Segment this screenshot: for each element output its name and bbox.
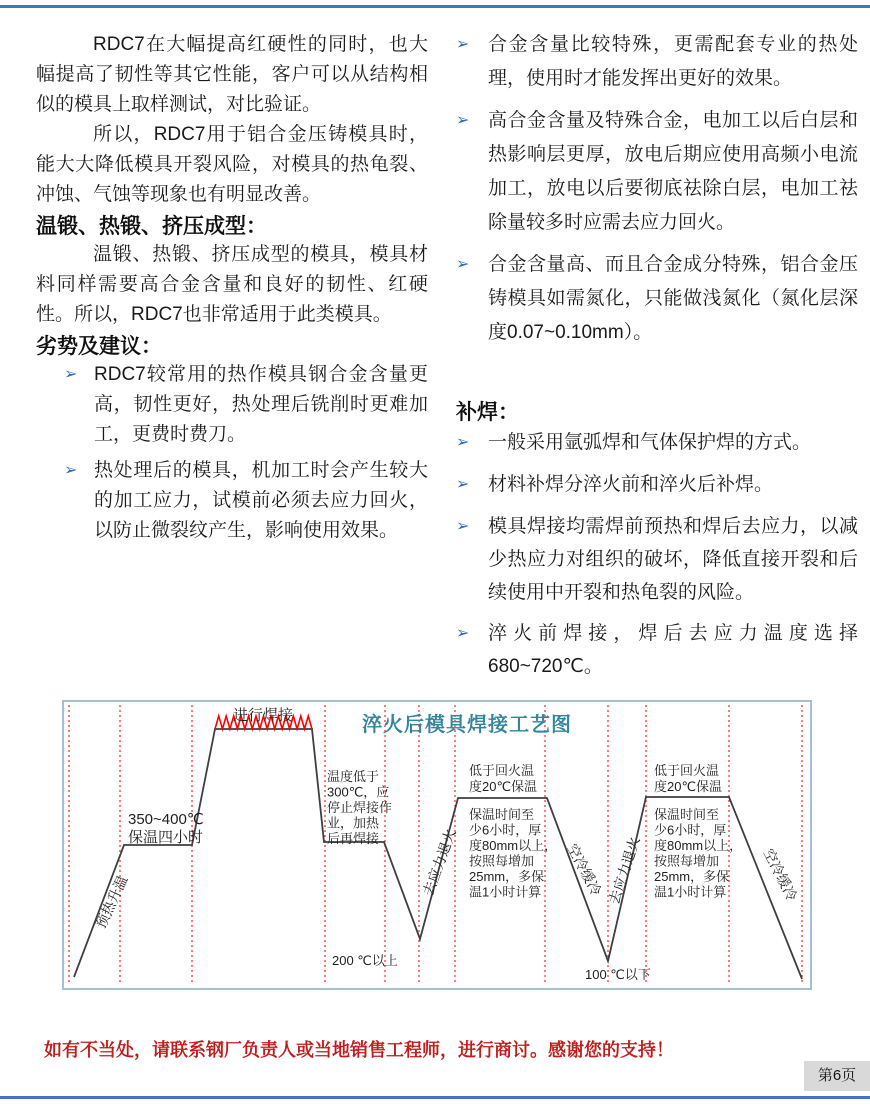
list-item bbox=[64, 456, 428, 546]
list-item bbox=[456, 617, 858, 683]
list-item-text: 淬火前焊接，焊后去应力温度选择680~720℃。 bbox=[488, 623, 858, 677]
list-item-text: 高合金含量及特殊合金，电加工以后白层和热影响层更厚，放电后期应使用高频小电流加工，放电以后要彻底祛除白层，电加工祛除量较多时应需去应力回火。 bbox=[488, 110, 858, 233]
arrow-bullet-icon: ➢ bbox=[456, 476, 470, 493]
list-item bbox=[456, 468, 858, 502]
left-column bbox=[36, 30, 428, 546]
list-item bbox=[456, 510, 858, 609]
chart-annotation: 空冷缓冷 bbox=[760, 846, 801, 904]
list-item bbox=[456, 426, 858, 460]
arrow-bullet-icon: ➢ bbox=[64, 462, 78, 479]
list-item-text: 模具焊接均需焊前预热和焊后去应力，以减少热应力对组织的破坏，降低直接开裂和后续使用中开裂和热龟裂的风险。 bbox=[488, 516, 858, 603]
chart-annotation: 去应力退火 bbox=[419, 826, 459, 898]
section-heading-disadvantages: 劣势及建议： bbox=[36, 335, 162, 358]
chart-annotation: 100 ℃以下 bbox=[585, 967, 651, 982]
footer-note: 如有不当处，请联系钢厂负责人或当地销售工程师，进行商讨。感谢您的支持！ bbox=[44, 1040, 674, 1060]
chart-annotation: 200 ℃以上 bbox=[332, 953, 398, 968]
top-rule bbox=[0, 5, 870, 8]
arrow-bullet-icon: ➢ bbox=[456, 36, 470, 53]
arrow-bullet-icon: ➢ bbox=[456, 625, 470, 642]
chart-annotation: 保温时间至少6小时，厚度80mm以上，按照每增加 25mm，多保温1小时计算 bbox=[654, 807, 743, 900]
chart-annotation: 低于回火温度20℃保温 bbox=[469, 763, 538, 794]
chart-annotation: 空冷缓冷 bbox=[564, 841, 605, 899]
chart-annotation: 保温时间至少6小时，厚度80mm以上，按照每增加 25mm，多保温1小时计算 bbox=[469, 807, 558, 900]
arrow-bullet-icon: ➢ bbox=[456, 518, 470, 535]
list-item-text: 合金含量比较特殊，更需配套专业的热处理，使用时才能发挥出更好的效果。 bbox=[488, 34, 858, 89]
list-item-text: 材料补焊分淬火前和淬火后补焊。 bbox=[488, 474, 774, 495]
list-item-text: 热处理后的模具，机加工时会产生较大的加工应力，试模前必须去应力回火，以防止微裂纹产生，影响使用效果。 bbox=[94, 460, 428, 541]
list-item-text: 一般采用氩弧焊和气体保护焊的方式。 bbox=[488, 432, 812, 453]
paragraph-rdc7-properties: RDC7在大幅提高红硬性的同时，也大幅提高了韧性等其它性能，客户可以从结构相似的模具上取样测试，对比验证。 bbox=[36, 34, 428, 115]
page-number-badge: 第6页 bbox=[804, 1061, 870, 1091]
welding-profile-svg bbox=[64, 702, 810, 988]
paragraph-forging: 温锻、热锻、挤压成型的模具，模具材料同样需要高合金含量和良好的韧性、红硬性。所以，RDC7也非常适用于此类模具。 bbox=[36, 244, 428, 325]
chart-annotation: 进行焊接 bbox=[232, 707, 294, 724]
right-column bbox=[456, 28, 858, 683]
list-item bbox=[456, 104, 858, 240]
chart-annotation: 去应力退火 bbox=[605, 834, 643, 907]
section-heading-forging: 温锻、热锻、挤压成型： bbox=[36, 215, 267, 238]
chart-annotation: 低于回火温度20℃保温 bbox=[654, 763, 723, 794]
chart-annotation: 预热升温 bbox=[92, 873, 131, 931]
list-item-text: RDC7较常用的热作模具钢合金含量更高，韧性更好，热处理后铣削时更难加工，更费时费刀。 bbox=[94, 364, 428, 445]
arrow-bullet-icon: ➢ bbox=[64, 366, 78, 383]
list-item bbox=[456, 28, 858, 96]
chart-annotation: 温度低于 300℃，应停止焊接作业，加热后再焊接 bbox=[327, 769, 393, 846]
arrow-bullet-icon: ➢ bbox=[456, 256, 470, 273]
paragraph-die-casting: 所以，RDC7用于铝合金压铸模具时，能大大降低模具开裂风险，对模具的热龟裂、冲蚀、气蚀等现象也有明显改善。 bbox=[36, 124, 428, 205]
list-item-text: 合金含量高、而且合金成分特殊，铝合金压铸模具如需氮化，只能做浅氮化（氮化层深度0.07~0.10mm）。 bbox=[488, 254, 858, 343]
list-item bbox=[64, 360, 428, 450]
arrow-bullet-icon: ➢ bbox=[456, 434, 470, 451]
arrow-bullet-icon: ➢ bbox=[456, 112, 470, 129]
chart-title: 淬火后模具焊接工艺图 bbox=[362, 714, 572, 736]
welding-process-chart bbox=[62, 700, 812, 990]
bottom-rule bbox=[0, 1096, 870, 1099]
section-heading-repair-welding: 补焊： bbox=[456, 401, 519, 424]
list-item bbox=[456, 248, 858, 350]
chart-annotation: 350~400℃保温四小时 bbox=[128, 811, 204, 846]
